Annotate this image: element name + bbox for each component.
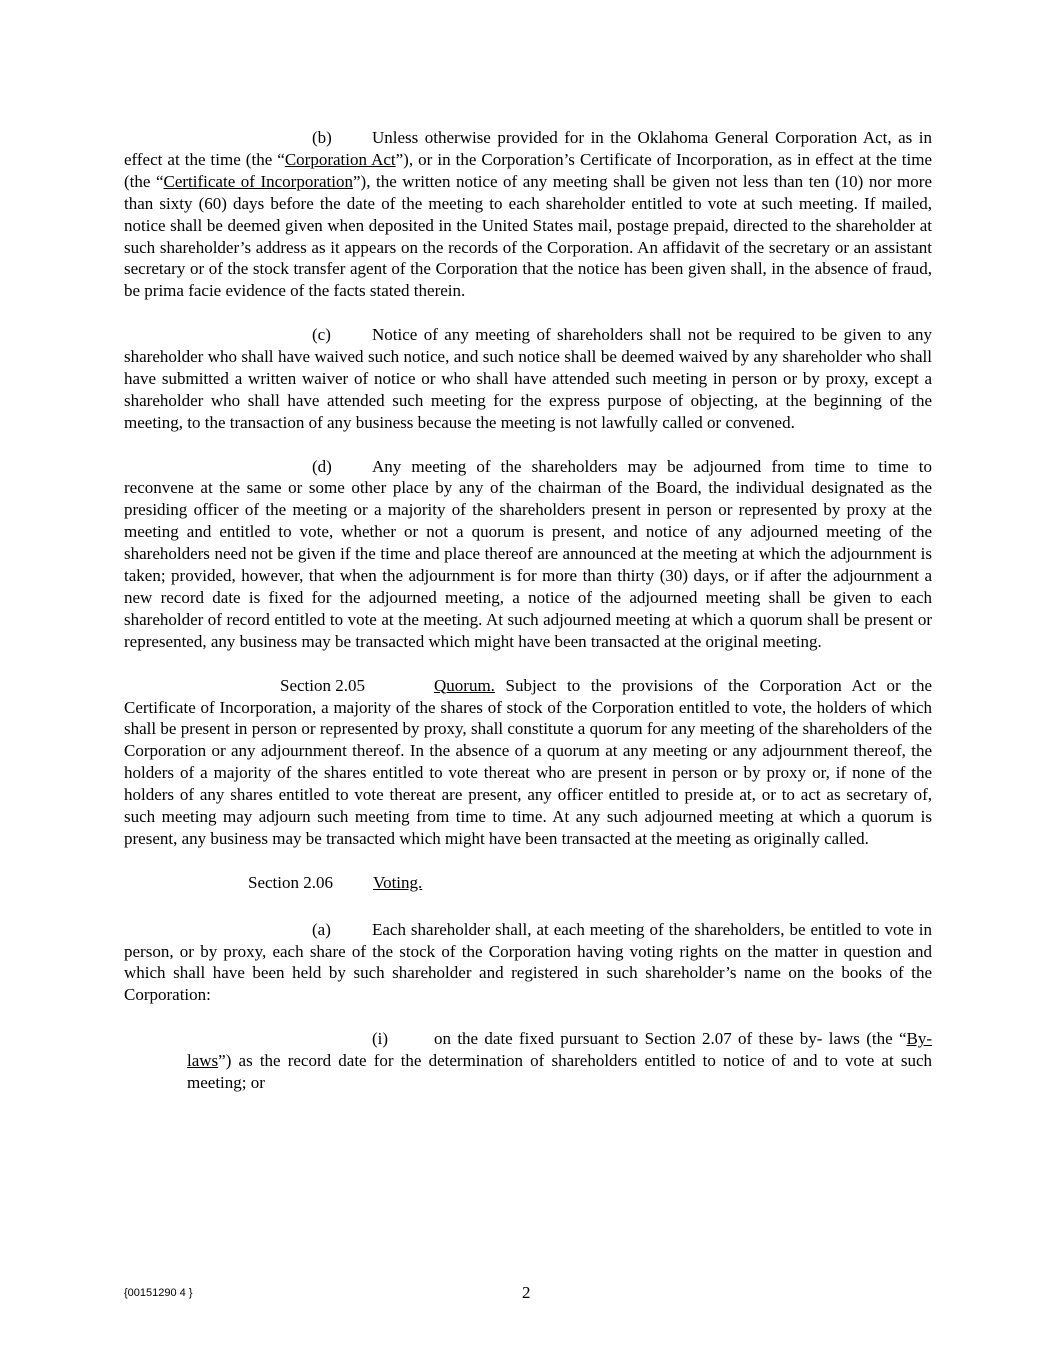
paragraph-b-text-1: Unless otherwise provided for in the Oklahoma General Corporation Act, as in effect at the time (the “ <box>124 128 932 169</box>
paragraph-d-label: (d) <box>312 456 332 476</box>
paragraph-2-06-a-i-text-1: on the date fixed pursuant to Section 2.07 of these by- laws (the “ <box>434 1029 907 1049</box>
paragraph-c-label: (c) <box>312 325 331 345</box>
defined-term-certificate-of-incorporation: Certificate of Incorporation <box>163 171 353 191</box>
section-2-06-heading <box>124 872 932 894</box>
paragraph-c <box>124 324 932 434</box>
defined-term-by-laws: By-laws <box>187 1029 932 1071</box>
paragraph-2-06-a <box>124 919 932 1007</box>
defined-term-corporation-act: Corporation Act <box>284 149 396 169</box>
paragraph-b-label: (b) <box>312 128 332 147</box>
paragraph-d <box>124 456 932 653</box>
section-2-05 <box>124 675 932 850</box>
paragraph-d-text: Any meeting of the shareholders may be adjourned from time to time to reconvene at the same or some other place by any of the chairman of the Board, the individual designated as the presiding officer of the meeting or a majority of the shareholders present in person or represented by proxy at the meeting and entitled to vote, whether or not a quorum is present, and notice of any adjourned meeting of the shareholders need not be given if the time and place thereof are announced at the meeting at which the adjournment is taken; provided, however, that when the adjournment is for more than thirty (30) days, or if after the adjournment a new record date is fixed for the adjourned meeting, a notice of the adjourned meeting shall be given to each shareholder of record entitled to vote at the meeting. At such adjourned meeting at which a quorum shall be present or represented, any business may be transacted which might have been transacted at the original meeting. <box>124 456 932 651</box>
document-id: {00151290 4 } <box>124 1287 193 1299</box>
paragraph-2-06-a-i-label: (i) <box>372 1029 389 1049</box>
paragraph-c-text: Notice of any meeting of shareholders shall not be required to be given to any shareholder who shall have waived such notice, and such notice shall be deemed waived by any shareholder who shall have submitted a written waiver of notice or who shall have attended such meeting in person or by proxy, except a shareholder who shall have attended such meeting for the express purpose of objecting, at the beginning of the meeting, to the transaction of any business because the meeting is not lawfully called or convened. <box>124 325 932 432</box>
paragraph-b-text-2: ”), or in the Corporation’s Certificate of Incorporation, as in effect at the time (the “ <box>124 149 932 191</box>
document-page <box>124 127 932 1116</box>
paragraph-2-06-a-label: (a) <box>312 919 331 939</box>
paragraph-2-06-a-i-text-2: ”) as the record date for the determination of shareholders entitled to notice of and to vote at such meeting; or <box>187 1051 932 1092</box>
paragraph-2-06-a-text: Each shareholder shall, at each meeting of the shareholders, be entitled to vote in person, or by proxy, each share of the stock of the Corporation having voting rights on the matter in question and which shall have been held by such shareholder and registered in such shareholder’s name on the books of the Corporation: <box>124 919 932 1005</box>
section-2-06-title: Voting. <box>373 872 423 892</box>
paragraph-b <box>124 127 932 302</box>
paragraph-b-text-3: ”), the written notice of any meeting shall be given not less than ten (10) nor more than sixty (60) days before the date of the meeting to each shareholder entitled to vote at such meeting. If mailed, notice shall be deemed given when deposited in the United States mail, postage prepaid, directed to the shareholder at such shareholder’s address as it appears on the records of the Corporation. An affidavit of the secretary or an assistant secretary or of the stock transfer agent of the Corporation that the notice has been given shall, in the absence of fraud, be prima facie evidence of the facts stated therein. <box>124 171 932 301</box>
page-number: 2 <box>522 1283 531 1302</box>
section-2-05-text: Subject to the provisions of the Corporation Act or the Certificate of Incorporation, a majority of the shares of stock of the Corporation entitled to vote, the holders of which shall be present in person or represented by proxy, shall constitute a quorum for any meeting of the shareholders of the Corporation or any adjournment thereof. In the absence of a quorum at any meeting or any adjournment thereof, the holders of a majority of the shares entitled to vote thereat who are present in person or by proxy or, if none of the holders of any shares entitled to vote thereat are present, any officer entitled to preside at, or to act as secretary of, such meeting may adjourn such meeting from time to time. At any such adjourned meeting at which a quorum is present, any business may be transacted which might have been transacted at the meeting as originally called. <box>124 675 932 848</box>
paragraph-2-06-a-i <box>124 1028 932 1094</box>
section-2-05-number: Section 2.05 <box>280 675 365 695</box>
section-2-05-title: Quorum. <box>434 675 495 695</box>
section-2-06-number: Section 2.06 <box>248 872 333 892</box>
